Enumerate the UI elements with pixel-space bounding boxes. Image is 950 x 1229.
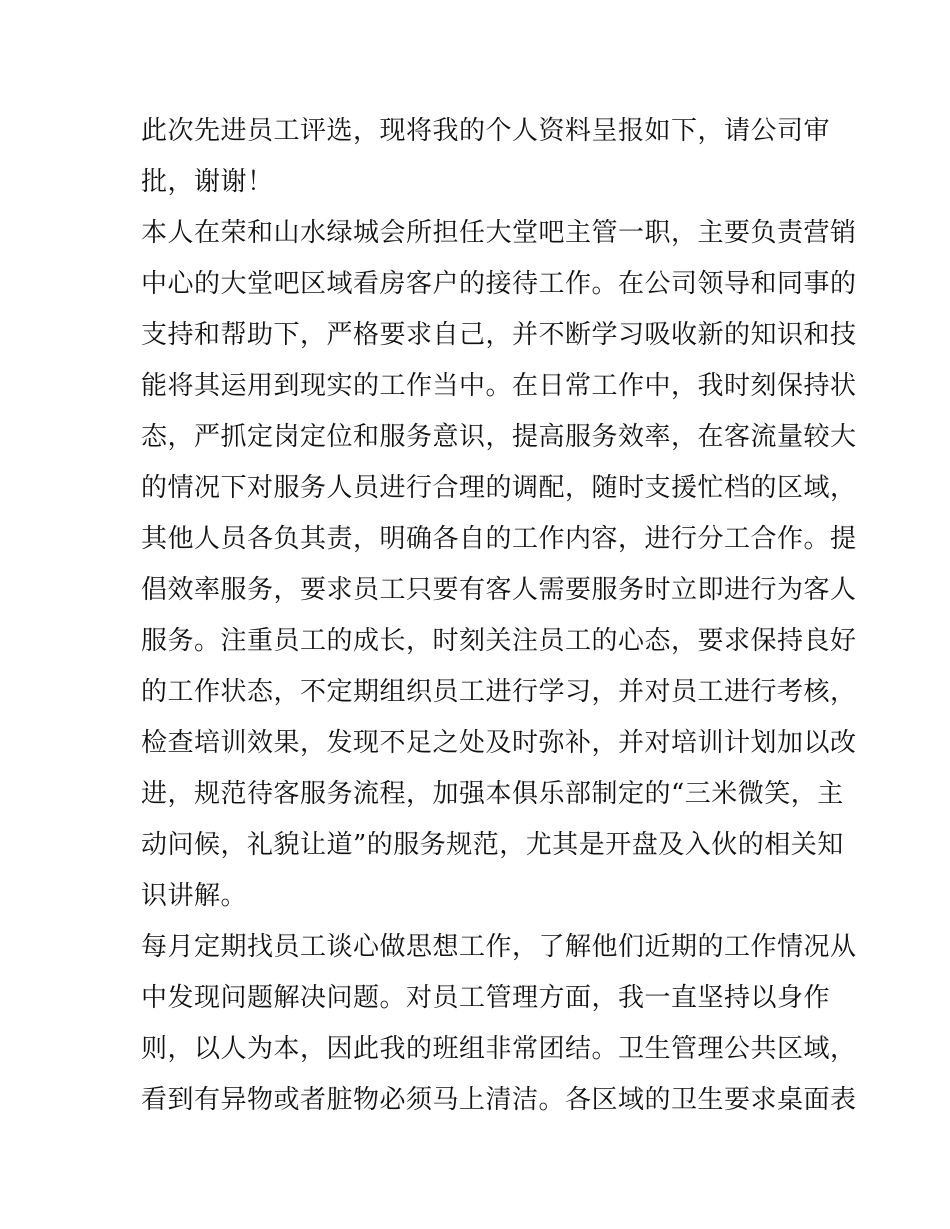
- text-line: 其他人员各负其责，明确各自的工作内容，进行分工合作。提: [141, 524, 857, 554]
- text-line: 此次先进员工评选，现将我的个人资料呈报如下，请公司审: [141, 116, 831, 146]
- text-line: 识讲解。: [141, 881, 248, 911]
- text-line: 本人在荣和山水绿城会所担任大堂吧主管一职，主要负责营销: [141, 218, 857, 248]
- text-line: 的情况下对服务人员进行合理的调配，随时支援忙档的区域，: [141, 473, 857, 503]
- text-line: 看到有异物或者脏物必须马上清洁。各区域的卫生要求桌面表: [141, 1085, 857, 1115]
- text-line: 能将其运用到现实的工作当中。在日常工作中，我时刻保持状: [141, 371, 857, 401]
- text-line: 中心的大堂吧区域看房客户的接待工作。在公司领导和同事的: [141, 269, 857, 299]
- document-body: [141, 106, 857, 1126]
- text-line: 进，规范待客服务流程，加强本俱乐部制定的“三米微笑，主: [141, 779, 844, 809]
- text-line: 中发现问题解决问题。对员工管理方面，我一直坚持以身作: [141, 983, 831, 1013]
- text-line: 态，严抓定岗定位和服务意识，提高服务效率，在客流量较大: [141, 422, 857, 452]
- text-line: 服务。注重员工的成长，时刻关注员工的心态，要求保持良好: [141, 626, 857, 656]
- text-line: 的工作状态，不定期组织员工进行学习，并对员工进行考核，: [141, 677, 857, 707]
- text-line: 批，谢谢！: [141, 167, 274, 197]
- text-line: 支持和帮助下，严格要求自己，并不断学习吸收新的知识和技: [141, 320, 857, 350]
- text-line: 每月定期找员工谈心做思想工作，了解他们近期的工作情况从: [141, 932, 857, 962]
- text-line: 则，以人为本，因此我的班组非常团结。卫生管理公共区域，: [141, 1034, 857, 1064]
- text-line: 动问候，礼貌让道”的服务规范，尤其是开盘及入伙的相关知: [141, 830, 844, 860]
- text-line: 倡效率服务，要求员工只要有客人需要服务时立即进行为客人: [141, 575, 857, 605]
- text-line: 检查培训效果，发现不足之处及时弥补，并对培训计划加以改: [141, 728, 857, 758]
